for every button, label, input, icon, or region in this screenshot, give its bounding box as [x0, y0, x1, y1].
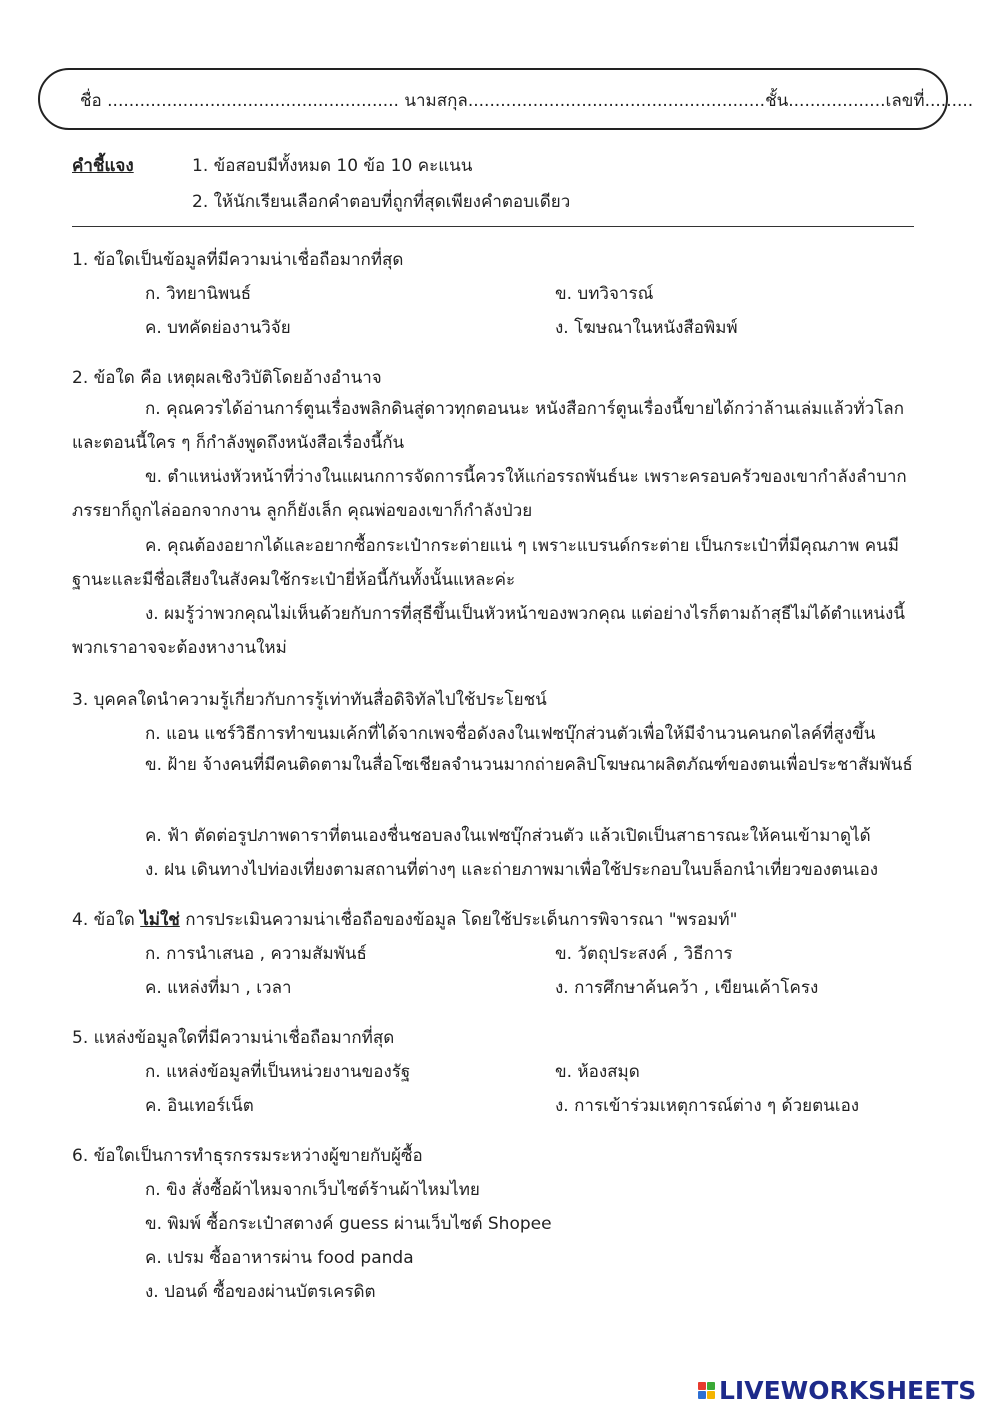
q3-option-a[interactable]: ก. แอน แชร์วิธีการทำขนมเค้กที่ได้จากเพจชื่อดังลงในเฟซบุ๊กส่วนตัวเพื่อให้มีจำนวนคนกดไลค์ที่สูงขึ้น — [145, 724, 876, 744]
q6-option-a[interactable]: ก. ขิง สั่งซื้อผ้าไหมจากเว็บไซต์ร้านผ้าไหมไทย — [145, 1180, 480, 1200]
name-label: ชื่อ — [80, 91, 102, 111]
logo-square-yellow — [707, 1391, 715, 1399]
q3-option-d[interactable]: ง. ฝน เดินทางไปท่องเที่ยงตามสถานที่ต่างๆ และถ่ายภาพมาเพื่อใช้ประกอบในบล็อกนำเที่ยวของตนเอง — [145, 860, 879, 880]
q2-option-a[interactable] — [72, 392, 932, 460]
q4-stem-post: การประเมินความน่าเชื่อถือของข้อมูล โดยใช้ประเด็นการพิจารณา "พรอมท์" — [179, 910, 738, 930]
liveworksheets-brand — [698, 1374, 976, 1406]
logo-square-green — [707, 1382, 715, 1390]
q2-option-b[interactable] — [72, 460, 932, 528]
instruction-item: 2. ให้นักเรียนเลือกคำตอบที่ถูกที่สุดเพียงคำตอบเดียว — [192, 192, 571, 212]
logo-square-blue — [698, 1391, 706, 1399]
q2-option-d-text: ง. ผมรู้ว่าพวกคุณไม่เห็นด้วยกับการที่สุธีขึ้นเป็นหัวหน้าของพวกคุณ แต่อย่างไรก็ตามถ้าสุธีไม่ได้ตำแหน่งนี้พวกเราอาจจะต้องหางานใหม่ — [72, 604, 905, 658]
q2-option-a-text: ก. คุณควรได้อ่านการ์ตูนเรื่องพลิกดินสู่ดาวทุกตอนนะ หนังสือการ์ตูนเรื่องนี้ขายได้กว่าล้านเล่มแล้วทั่วโลก และตอนนี้ใคร ๆ ก็กำลังพูดถึงหนังสือเรื่องนี้กัน — [72, 399, 905, 453]
divider — [72, 226, 914, 227]
q2-option-d[interactable] — [72, 597, 932, 665]
class-field[interactable]: .................. — [788, 91, 886, 111]
q4-stem-emphasis: ไม่ใช่ — [140, 910, 180, 930]
instructions-title: คำชี้แจง — [72, 156, 134, 176]
question-6-stem: 6. ข้อใดเป็นการทำธุรกรรมระหว่างผู้ขายกับผู้ซื้อ — [72, 1146, 423, 1166]
question-5-stem: 5. แหล่งข้อมูลใดที่มีความน่าเชื่อถือมากที่สุด — [72, 1028, 395, 1048]
q5-option-b[interactable]: ข. ห้องสมุด — [555, 1062, 640, 1082]
question-3-stem: 3. บุคคลใดนำความรู้เกี่ยวกับการรู้เท่าทันสื่อดิจิทัลไปใช้ประโยชน์ — [72, 690, 547, 710]
q2-option-c[interactable] — [72, 529, 932, 597]
q4-stem-pre: 4. ข้อใด — [72, 910, 141, 930]
q4-option-a[interactable]: ก. การนำเสนอ , ความสัมพันธ์ — [145, 944, 367, 964]
q5-option-d[interactable]: ง. การเข้าร่วมเหตุการณ์ต่าง ๆ ด้วยตนเอง — [555, 1096, 860, 1116]
number-label: เลขที่ — [885, 91, 925, 111]
q1-option-a[interactable]: ก. วิทยานิพนธ์ — [145, 284, 252, 304]
class-label: ชั้น — [765, 91, 789, 111]
liveworksheets-logo-icon — [698, 1382, 715, 1399]
logo-square-red — [698, 1382, 706, 1390]
q6-option-c[interactable]: ค. เปรม ซื้ออาหารผ่าน food panda — [145, 1248, 414, 1268]
q4-option-c[interactable]: ค. แหล่งที่มา , เวลา — [145, 978, 292, 998]
student-info-row — [80, 70, 973, 132]
instruction-item: 1. ข้อสอบมีทั้งหมด 10 ข้อ 10 คะแนน — [192, 156, 473, 176]
question-4-stem — [72, 906, 737, 933]
q6-option-d[interactable]: ง. ปอนด์ ซื้อของผ่านบัตรเครดิต — [145, 1282, 376, 1302]
q1-option-d[interactable]: ง. โฆษณาในหนังสือพิมพ์ — [555, 318, 738, 338]
q1-option-c[interactable]: ค. บทคัดย่องานวิจัย — [145, 318, 291, 338]
number-field[interactable]: ......... — [924, 91, 974, 111]
brand-text: LIVEWORKSHEETS — [719, 1375, 977, 1405]
q2-option-b-text: ข. ตำแหน่งหัวหน้าที่ว่างในแผนกการจัดการนี้ควรให้แก่อรรถพันธ์นะ เพราะครอบครัวของเขากำลังลำบาก ภรรยาก็ถูกไล่ออกจากงาน ลูกก็ยังเล็ก คุณพ่อของเขาก็กำลังป่วย — [72, 467, 907, 521]
q3-option-c[interactable]: ค. ฟ้า ตัดต่อรูปภาพดาราที่ตนเองชื่นชอบลงในเฟซบุ๊กส่วนตัว แล้วเปิดเป็นสาธารณะให้คนเข้ามาดูได้ — [145, 826, 871, 846]
surname-label: นามสกุล — [404, 91, 468, 111]
surname-field[interactable]: ....................................................... — [467, 91, 766, 111]
question-2-stem: 2. ข้อใด คือ เหตุผลเชิงวิบัติโดยอ้างอำนาจ — [72, 368, 382, 388]
question-1-stem: 1. ข้อใดเป็นข้อมูลที่มีความน่าเชื่อถือมากที่สุด — [72, 250, 404, 270]
q6-option-b[interactable]: ข. พิมพ์ ซื้อกระเป๋าสตางค์ guess ผ่านเว็บไซต์ Shopee — [145, 1214, 552, 1234]
student-info-box — [38, 68, 974, 130]
q5-option-c[interactable]: ค. อินเทอร์เน็ต — [145, 1096, 254, 1116]
q4-option-d[interactable]: ง. การศึกษาค้นคว้า , เขียนเค้าโครง — [555, 978, 819, 998]
q4-option-b[interactable]: ข. วัตถุประสงค์ , วิธีการ — [555, 944, 733, 964]
name-field[interactable]: ...................................................... — [107, 91, 399, 111]
q3-option-b[interactable] — [72, 748, 932, 782]
q3-option-b-text: ข. ฝ้าย จ้างคนที่มีคนติดตามในสื่อโซเชียลจำนวนมากถ่ายคลิปโฆษณาผลิตภัณฑ์ของตนเพื่อประชาสัมพันธ์ — [145, 755, 913, 775]
q5-option-a[interactable]: ก. แหล่งข้อมูลที่เป็นหน่วยงานของรัฐ — [145, 1062, 411, 1082]
q1-option-b[interactable]: ข. บทวิจารณ์ — [555, 284, 654, 304]
q2-option-c-text: ค. คุณต้องอยากได้และอยากซื้อกระเป๋ากระต่ายแน่ ๆ เพราะแบรนด์กระต่าย เป็นกระเป๋าที่มีคุณภาพ คนมีฐานะและมีชื่อเสียงในสังคมใช้กระเป๋ายี่ห้อนี้กันทั้งนั้นแหละค่ะ — [72, 536, 899, 590]
